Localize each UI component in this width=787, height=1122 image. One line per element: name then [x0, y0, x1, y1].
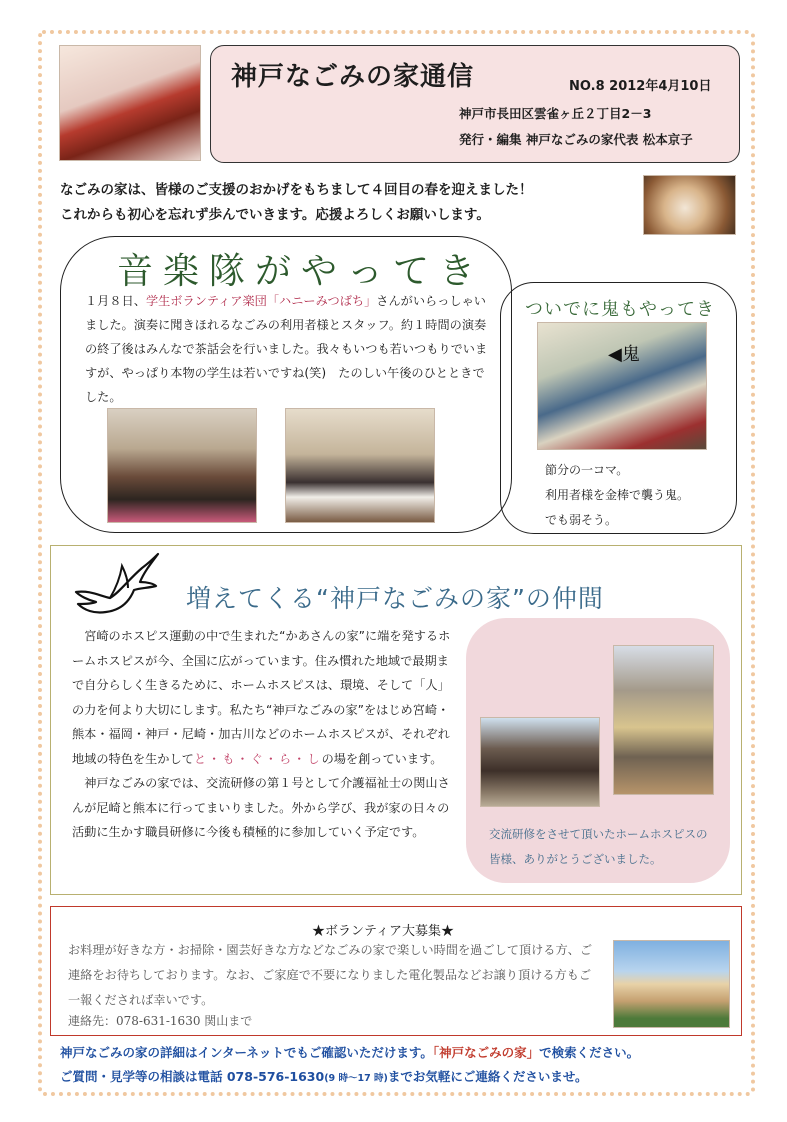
oni-caption-line: 利用者様を金棒で襲う鬼。 [545, 488, 690, 502]
network-paragraph-2: 神戸なごみの家では、交流研修の第１号として介護福祉士の関山さんが尼崎と熊本に行ってまいりました。外から学び、我が家の日々の活動に生かす職員研修に今後も積極的に参加していく予定です。 [72, 776, 450, 839]
music-body [85, 289, 489, 409]
intro-line-2: これからも初心を忘れず歩んでいきます。応援よろしくお願いします。 [60, 207, 490, 223]
intro-text [60, 178, 640, 228]
intro-line-1: なごみの家は、皆様のご支援のおかげをもちまして４回目の春を迎えました！ [60, 182, 533, 198]
header-box [210, 45, 740, 163]
hina-doll-photo [59, 45, 201, 161]
band-photo-players [285, 408, 435, 523]
oni-heading: ついでに鬼もやってき [525, 299, 715, 320]
oni-caption-line: でも弱そう。 [545, 513, 618, 527]
music-text-band: 学生ボランティア楽団「ハニーみつばち」 [145, 294, 377, 308]
hospice-entrance-photo [613, 645, 714, 795]
oni-caption-line: 節分の一コマ。 [545, 463, 629, 477]
search-keyword: 「神戸なごみの家」 [432, 1045, 540, 1060]
business-hours: (9 時～17 時) [324, 1073, 388, 1084]
footer-internet: 神戸なごみの家の詳細はインターネットでもご確認いただけます。「神戸なごみの家」で検索ください。 [60, 1045, 640, 1060]
band-photo-audience [107, 408, 257, 523]
tomogurashi-highlight: と・も・ぐ・ら・し [193, 751, 322, 766]
network-paragraph-1: 宮崎のホスピス運動の中で生まれた“かあさんの家”に端を発するホームホスピスが今、全国に広がっています。住み慣れた地域で最期まで自分らしく生きるために、ホームホスピスは、環境、そして「人」の力を何より大切にします。私たち“神戸なごみの家”をはじめ宮崎・熊本・福岡・神戸・尼崎・加古川などのホームホスピスが、それぞれ地域の特色を生かしてと・も・ぐ・ら・しの場を創っています。 [72, 629, 451, 766]
house-caption: 交流研修をさせて頂いたホームホスピスの皆様、ありがとうございました。 [489, 827, 708, 866]
newsletter-title: 神戸なごみの家通信 [231, 62, 475, 92]
dove-icon [70, 552, 160, 617]
volunteer-contact: 連絡先：078-631-1630 関山まで [68, 1014, 253, 1028]
network-body [72, 624, 452, 845]
volunteer-body: お料理が好きな方・お掃除・園芸好きな方などなごみの家で楽しい時間を過ごして頂ける方、ご連絡をお待ちしております。なお、ご家庭で不要になりました電化製品などお譲り頂ける方もご一報くだされば幸いです。 [68, 943, 593, 1007]
music-heading: 音楽隊がやってき [117, 251, 486, 292]
music-text-b: さんがいらっしゃいました。演奏に聞きほれるなごみの利用者様とスタッフ。約１時間の演奏の終了後はみんなで茶話会を行いました。我々もいつも若いつもりでいますが、やっぱり本物の学生は若いですね(笑) たのしい午後のひとときでした。 [85, 294, 488, 404]
volunteer-title: ★ボランティア大募集★ [312, 924, 454, 939]
footer-contact: ご質問・見学等の相談は電話 078-576-1630(9 時～17 時)までお気軽にご連絡くださいませ。 [60, 1069, 588, 1084]
network-heading: 増えてくる“神戸なごみの家”の仲間 [186, 584, 604, 613]
publisher: 発行・編集 神戸なごみの家代表 松本京子 [459, 132, 693, 147]
dog-photo [643, 175, 736, 235]
oni-caption [545, 458, 689, 533]
oni-arrow-label: ◀鬼 [608, 344, 640, 365]
music-text-a: １月８日、 [85, 294, 146, 308]
nagomi-house-photo [613, 940, 730, 1028]
issue-number-date: NO.8 2012年4月10日 [569, 79, 712, 94]
address: 神戸市長田区雲雀ヶ丘２丁目2－3 [459, 106, 652, 121]
hospice-house-photo [480, 717, 600, 807]
